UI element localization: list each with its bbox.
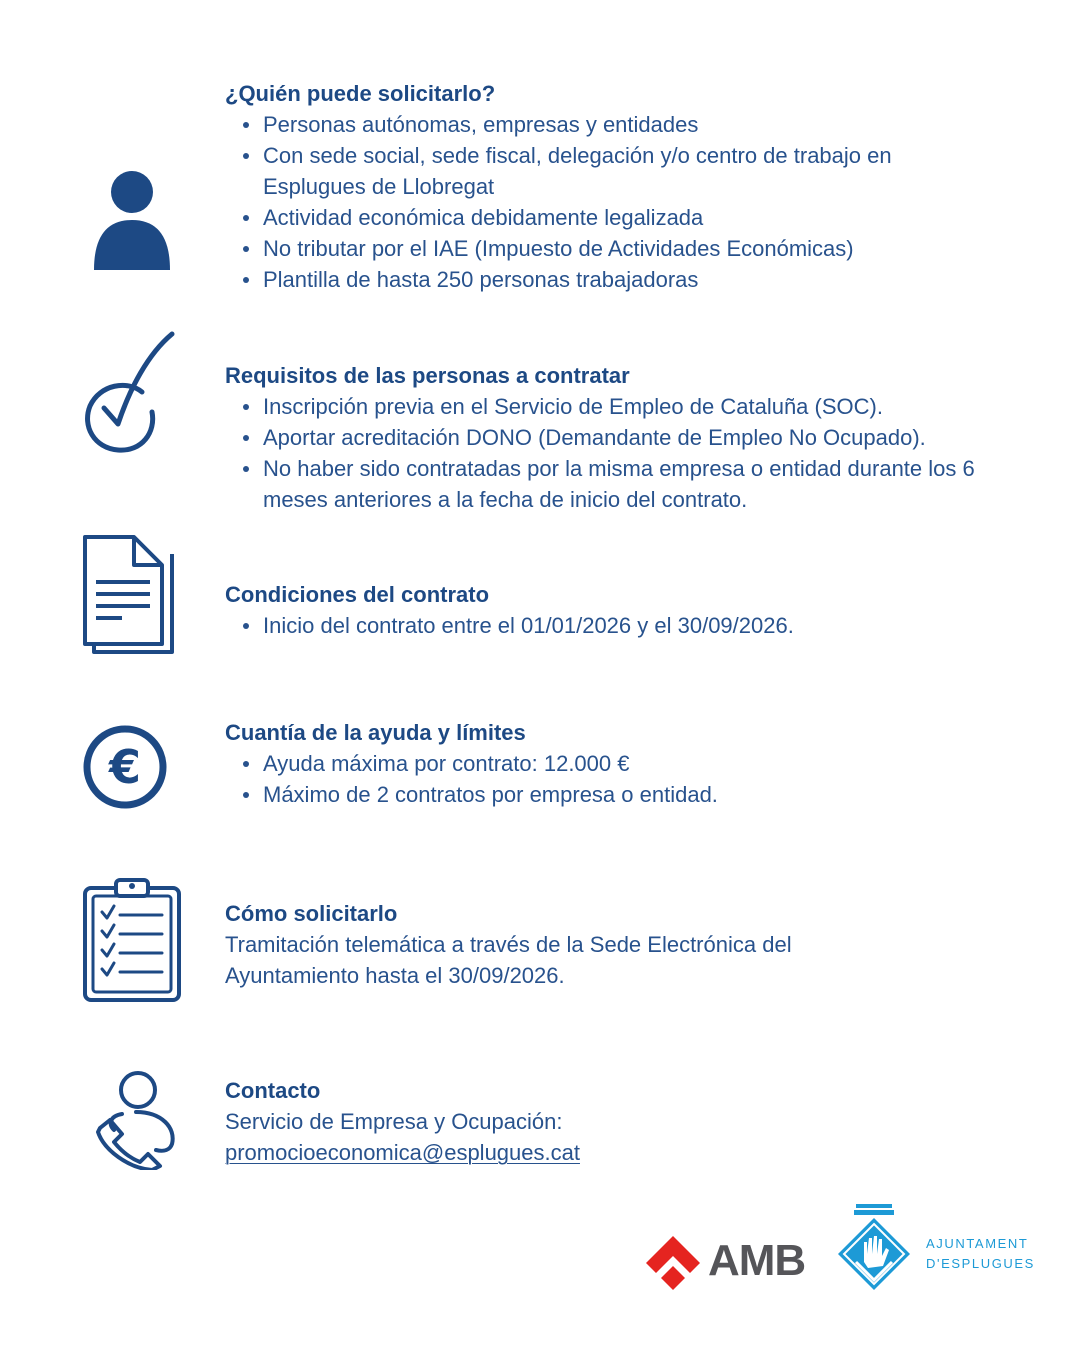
ajuntament-esplugues-logo xyxy=(836,1202,1036,1294)
section-title: Contacto xyxy=(225,1078,321,1103)
checkmark-circle-icon xyxy=(80,328,180,456)
list-item: Inscripción previa en el Servicio de Empleo de Cataluña (SOC). xyxy=(263,391,1045,422)
section-title: Condiciones del contrato xyxy=(225,582,490,607)
list-item: Máximo de 2 contratos por empresa o entidad. xyxy=(263,779,1045,810)
section-who-can-apply xyxy=(225,78,1045,295)
list-item: Aportar acreditación DONO (Demandante de Empleo No Ocupado). xyxy=(263,422,1045,453)
list-item: No haber sido contratadas por la misma empresa o entidad durante los 6 meses anteriores a la fecha de inicio del contrato. xyxy=(263,453,1033,515)
euro-icon xyxy=(82,724,168,810)
list-item: Inicio del contrato entre el 01/01/2026 y el 30/09/2026. xyxy=(263,610,1045,641)
bullet-list xyxy=(225,391,1045,515)
list-item: Con sede social, sede fiscal, delegación y/o centro de trabajo en Esplugues de Llobregat xyxy=(263,140,983,202)
section-requirements xyxy=(225,360,1045,515)
amb-logo-mark xyxy=(646,1236,700,1290)
contact-email-link[interactable]: promocioeconomica@esplugues.cat xyxy=(225,1140,580,1165)
clipboard-checklist-icon xyxy=(82,876,182,1004)
list-item: Actividad económica debidamente legalizada xyxy=(263,202,1045,233)
bullet-list xyxy=(225,109,1045,295)
contact-phone-icon xyxy=(92,1070,182,1170)
svg-text:€: € xyxy=(108,740,142,794)
section-title: ¿Quién puede solicitarlo? xyxy=(225,81,496,106)
person-icon xyxy=(88,170,176,274)
section-title: Cuantía de la ayuda y límites xyxy=(225,720,526,745)
section-contract-conditions xyxy=(225,579,1045,641)
section-contact xyxy=(225,1075,1045,1168)
amb-logo xyxy=(646,1234,816,1290)
list-item: Personas autónomas, empresas y entidades xyxy=(263,109,1045,140)
section-title: Cómo solicitarlo xyxy=(225,901,398,926)
section-title: Requisitos de las personas a contratar xyxy=(225,363,630,388)
section-aid-amount xyxy=(225,717,1045,810)
section-how-to-apply xyxy=(225,898,1045,991)
ajuntament-line2: D'ESPLUGUES xyxy=(926,1256,1035,1271)
ajuntament-line1: AJUNTAMENT xyxy=(926,1236,1029,1251)
amb-logo-text: AMB xyxy=(708,1236,806,1285)
list-item: Ayuda máxima por contrato: 12.000 € xyxy=(263,748,1045,779)
document-icon xyxy=(82,534,178,658)
bullet-list xyxy=(225,610,1045,641)
esplugues-shield-icon xyxy=(836,1202,912,1294)
list-item: No tributar por el IAE (Impuesto de Actividades Económicas) xyxy=(263,233,1045,264)
section-text: Tramitación telemática a través de la Sede Electrónica del Ayuntamiento hasta el 30/09/2026. xyxy=(225,932,792,988)
contact-service-text: Servicio de Empresa y Ocupación: xyxy=(225,1109,563,1134)
bullet-list xyxy=(225,748,1045,810)
list-item: Plantilla de hasta 250 personas trabajadoras xyxy=(263,264,1045,295)
